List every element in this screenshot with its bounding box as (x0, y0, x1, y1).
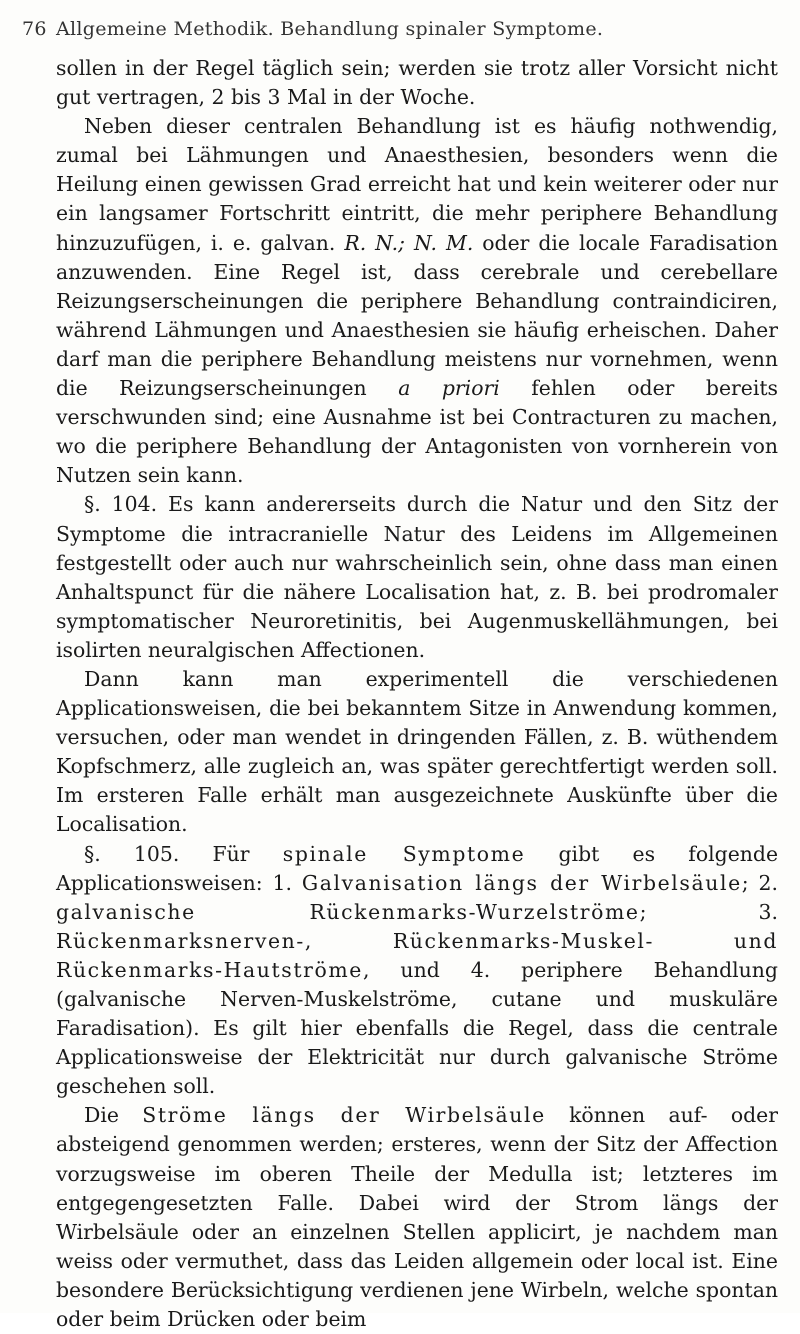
paragraph (56, 665, 778, 840)
body-text (56, 54, 778, 1334)
text-run: ; 2. (741, 870, 778, 895)
spaced-text: Galvanisation längs der Wirbelsäule (301, 870, 742, 895)
text-run: gibt es folgende Applicationsweisen: 1. (56, 841, 779, 895)
text-run: Dann kann man experimentell die verschiedenen Applicationsweisen, die bei bekanntem Sitze in Anwendung kommen, versuchen, oder man wendet in dringenden Fällen, z. B. wüthendem Kopfschmerz, alle zugleich an, was später gerechtfertigt werden soll. Im ersteren Falle erhält man ausgezeichnete Auskünfte über die Localisation. (56, 666, 778, 837)
text-run: , und 4. periphere Behandlung (galvanische Nerven-Muskelströme, cutane und muskuläre Faradisation). Es gilt hier ebenfalls die Regel, dass die centrale Applicationsweise der Elektricität nur durch galvanische Ströme geschehen soll. (56, 957, 778, 1099)
spaced-text: galvanische Rückenmarks-Wurzelströme (56, 899, 640, 924)
spaced-text: Rückenmarksnerven-, Rückenmarks-Muskel- und Rückenmarks-Hautströme (56, 928, 778, 982)
text-run: fehlen oder bereits verschwunden sind; eine Ausnahme ist bei Contracturen zu machen, wo die periphere Behandlung der Antagonisten von vornherein von Nutzen sein kann. (56, 376, 779, 488)
spaced-text: Ströme längs der Wirbelsäule (142, 1103, 546, 1128)
text-run: oder die locale Faradisation anzuwenden. Eine Regel ist, dass cerebrale und cerebellare Reizungserscheinungen die periphere Behandlung contraindiciren, während Lähmungen und Anaesthesien sie häufig erheischen. Daher darf man die periphere Behandlung meistens nur vornehmen, wenn die Reizungserscheinungen (56, 230, 779, 401)
text-run: können auf- oder absteigend genommen werden; ersteres, wenn der Sitz der Affection vorzugsweise im oberen Theile der Medulla ist; letzteres im entgegengesetzten Falle. Dabei wird der Strom längs der Wirbelsäule oder an einzelnen Stellen applicirt, je nachdem man weiss oder vermuthet, dass das Leiden allgemein oder local ist. Eine besondere Berücksichtigung verdienen jene Wirbeln, welche spontan oder beim Drücken oder beim (56, 1103, 778, 1332)
text-run: ; 3. (639, 899, 779, 924)
italic-text: R. N.; N. M. (344, 230, 474, 255)
italic-text: a priori (398, 376, 500, 401)
page-number: 76 (22, 18, 47, 40)
text-run: §. 104. Es kann andererseits durch die Natur und den Sitz der Symptome die intracranielle Natur des Leidens im Allgemeinen festgestellt oder auch nur wahrscheinlich sein, ohne dass man einen Anhaltspunct für die nähere Localisation hat, z. B. bei prodromaler symptomatischer Neuroretinitis, bei Augenmuskellähmungen, bei isolirten neuralgischen Affectionen. (56, 492, 778, 662)
paragraph (56, 112, 778, 490)
paragraph (56, 840, 778, 1102)
paragraph (56, 54, 778, 112)
text-run: Die (84, 1103, 143, 1128)
text-run: sollen in der Regel täglich sein; werden sie trotz aller Vorsicht nicht gut vertragen, 2 bis 3 Mal in der Woche. (56, 56, 778, 110)
paragraph (56, 490, 778, 665)
paragraph (56, 1101, 778, 1334)
running-header (22, 18, 778, 48)
running-title: Allgemeine Methodik. Behandlung spinaler Symptome. (56, 18, 604, 40)
text-run: §. 105. Für (84, 841, 283, 866)
text-run: Neben dieser centralen Behandlung ist es häufig nothwendig, zumal bei Lähmungen und Anaesthesien, besonders wenn die Heilung einen gewissen Grad erreicht hat und kein weiterer oder nur ein langsamer Fortschritt eintritt, die mehr periphere Behandlung hinzuzufügen, i. e. galvan. (56, 114, 778, 255)
spaced-text: spinale Symptome (282, 841, 526, 866)
